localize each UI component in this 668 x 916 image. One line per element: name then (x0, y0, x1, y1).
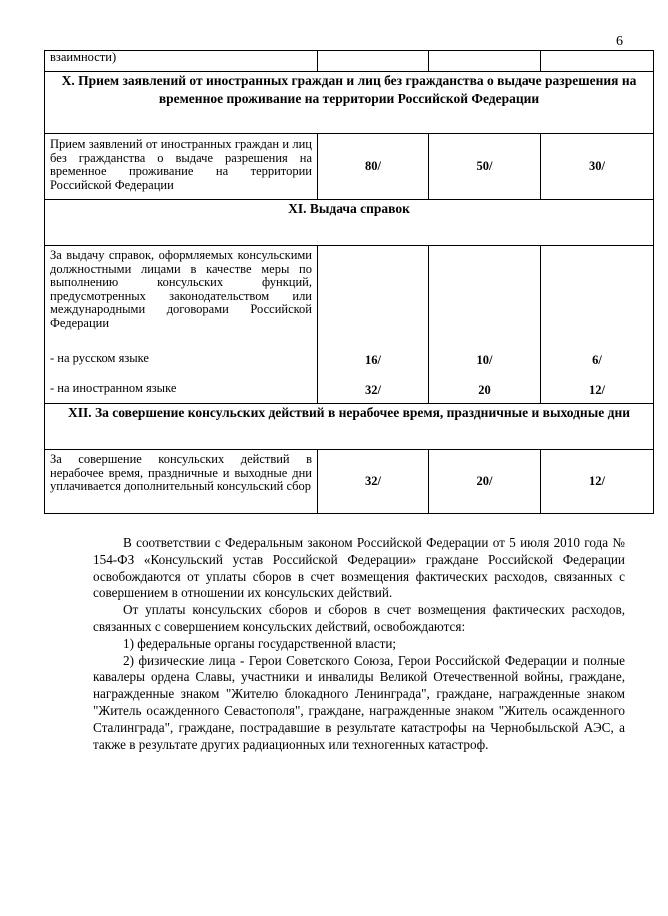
paragraph-item-2: 2) физические лица - Герои Советского Союза, Герои Российской Федерации и полные кавалеры ордена Славы, участники и инвалиды Великой Отечественной войны, граждане, награжденные знаком "Жителю блокадного Ленинграда", граждане, награжденные знаком "Житель осажденного Севастополя", граждане, награжденные знаком "Житель осажденного Сталинграда", граждане, пострадавшие в результате катастрофы на Чернобыльской АЭС, а также в результате других радиационных или техногенных катастроф. (93, 652, 625, 752)
fee-value: 30/ (541, 134, 654, 200)
fee-value: 10/ (476, 353, 493, 367)
section-xii-title: XII. За совершение консульских действий в нерабочее время, праздничные и выходные дни (45, 404, 654, 450)
spacer (323, 368, 423, 384)
fee-value: 12/ (541, 450, 654, 514)
foreign-language-label: - на иностранном языке (50, 380, 177, 395)
spacer (50, 330, 312, 352)
fee-value: 80/ (318, 134, 429, 200)
fee-value: 16/ (365, 353, 381, 367)
fee-value: 20/ (429, 450, 541, 514)
row-description: За выдачу справок, оформляемых консульскими должностными лицами в качестве меры по выполнению консульских функций, предусмотренных законодательством или международными договорами Российской Федерации (50, 248, 312, 330)
reciprocity-cell: взаимности) (45, 51, 318, 72)
section-xi-title: XI. Выдача справок (45, 200, 654, 246)
fee-value: 32/ (318, 450, 429, 514)
consular-fees-table (44, 50, 654, 514)
russian-language-label: - на русском языке (50, 351, 149, 365)
paragraph-exemptions-intro: От уплаты консульских сборов и сборов в счет возмещения фактических расходов, связанных с совершением консульских действий, освобождаются: (93, 602, 625, 634)
empty-cell (318, 51, 429, 72)
empty-cell (429, 51, 541, 72)
section-x-header (45, 72, 654, 134)
fee-value-column (318, 246, 429, 404)
section-xi-header (45, 200, 654, 246)
table-row-section-xi (45, 246, 654, 404)
row-description: Прием заявлений от иностранных граждан и лиц без гражданства о выдаче разрешения на временное проживание на территории Российской Федерации (45, 134, 318, 200)
table-row-top (45, 51, 654, 72)
fee-value: 20 (478, 382, 491, 397)
fee-value: 12/ (589, 382, 605, 397)
exemptions-text (93, 535, 625, 753)
fee-value: 32/ (365, 382, 381, 397)
row-description: За совершение консульских действий в нерабочее время, праздничные и выходные дни уплачивается дополнительный консульский сбор (45, 450, 318, 514)
page-number: 6 (616, 34, 623, 49)
spacer (434, 368, 535, 384)
paragraph-item-1: 1) федеральные органы государственной власти; (123, 635, 397, 651)
row-description-cell (45, 246, 318, 404)
section-xii-header (45, 404, 654, 450)
spacer (50, 366, 312, 382)
fee-value-column (541, 246, 654, 404)
spacer (546, 368, 648, 384)
table-row-section-xii (45, 450, 654, 514)
table-row-section-x (45, 134, 654, 200)
section-x-title: X. Прием заявлений от иностранных граждан и лиц без гражданства о выдаче разрешения на временное проживание на территории Российской Федерации (45, 72, 654, 134)
fee-value-column (429, 246, 541, 404)
paragraph-legal-basis: В соответствии с Федеральным законом Российской Федерации от 5 июля 2010 года № 154-ФЗ «Консульский устав Российской Федерации» граждане Российской Федерации освобождаются от уплаты сборов в счет возмещения фактических расходов, связанных с совершением в отношении их консульских действий. (93, 535, 625, 601)
fee-value: 6/ (592, 353, 602, 367)
fee-value: 50/ (429, 134, 541, 200)
empty-cell (541, 51, 654, 72)
